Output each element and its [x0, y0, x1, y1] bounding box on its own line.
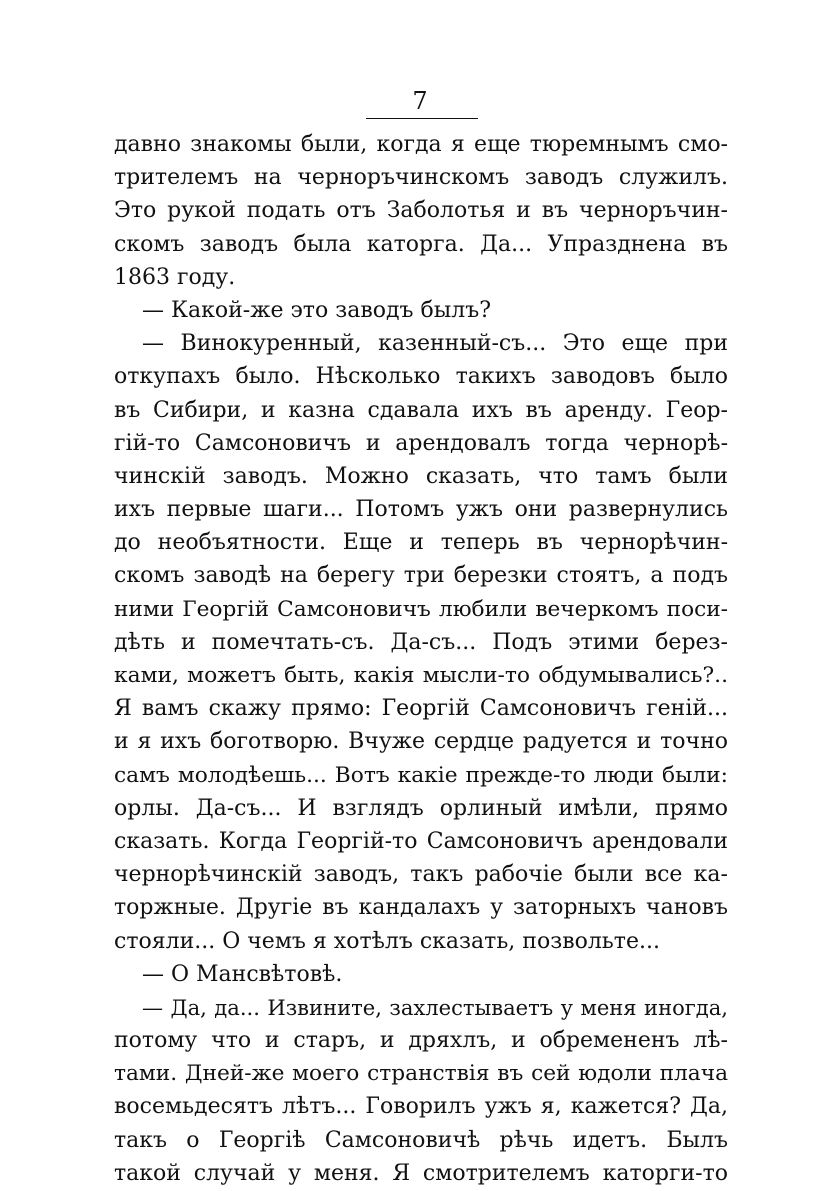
text-line: торжные. Другіе въ кандалахъ у заторныхъ чановъ [114, 895, 728, 921]
text-line: — Да, да... Извините, захлестываетъ у меня иногда, [142, 994, 728, 1020]
text-line: стояли... О чемъ я хотѣлъ сказать, позвольте... [114, 928, 660, 954]
text-line: чинскій заводъ. Можно сказать, что тамъ были [114, 463, 728, 489]
text-line: трителемъ на черноръчинскомъ заводъ служилъ. [114, 165, 728, 191]
text-line: и я ихъ боготворю. Вчуже сердце радуется и точно [114, 729, 728, 755]
body-text [114, 128, 728, 1190]
text-line: скомъ заводъ была каторга. Да... Упразднена въ [114, 231, 728, 257]
text-line: 1863 году. [114, 264, 236, 290]
text-line: Я вамъ скажу прямо: Георгій Самсоновичъ геній... [114, 696, 728, 722]
text-line: дѣть и помечтать-съ. Да-съ... Подъ этими берез- [114, 629, 728, 655]
text-line: ихъ первые шаги... Потомъ ужъ они развернулись [114, 497, 728, 523]
text-line: тами. Дней-же моего странствія въ сей юдоли плача [114, 1061, 728, 1087]
text-line: до необъятности. Еще и теперь въ чернорѣчин- [114, 530, 728, 556]
text-line: откупахъ было. Нѣсколько такихъ заводовъ было [114, 364, 728, 390]
text-line: въ Сибири, и казна сдавала ихъ въ аренду. Геор- [114, 397, 728, 423]
text-line: сказать. Когда Георгій-то Самсоновичъ арендовали [114, 828, 728, 854]
text-line: ними Георгій Самсоновичъ любили вечеркомъ поси- [114, 596, 728, 622]
text-line: гій-то Самсоновичъ и арендовалъ тогда чернорѣ- [114, 430, 728, 456]
text-line: потому что и старъ, и дряхлъ, и обремененъ лѣ- [114, 1028, 728, 1054]
text-line: восемьдесятъ лѣтъ... Говорилъ ужъ я, кажется? Да, [114, 1094, 728, 1120]
text-line: орлы. Да-съ... И взглядъ орлиный имѣли, прямо [114, 795, 728, 821]
text-line: Это рукой подать отъ Заболотья и въ черноръчин- [114, 198, 728, 224]
text-line: — Какой-же это заводъ былъ? [142, 297, 492, 323]
text-line: чернорѣчинскій заводъ, такъ рабочіе были все ка- [114, 862, 728, 888]
text-line: — Винокуренный, казенный-съ... Это еще при [142, 331, 728, 357]
text-line: такъ о Георгіѣ Самсоновичѣ рѣчь идетъ. Былъ [114, 1127, 728, 1153]
header-rule [366, 118, 478, 119]
text-line: — О Мансвѣтовѣ. [142, 961, 343, 987]
text-line: самъ молодѣешь... Вотъ какіе прежде-то люди были: [114, 762, 728, 788]
page-number: 7 [412, 87, 428, 115]
text-line: давно знакомы были, когда я еще тюремнымъ смо- [114, 132, 728, 157]
text-line: ками, можетъ быть, какія мысли-то обдумывались?.. [114, 663, 728, 688]
text-line: скомъ заводѣ на берегу три березки стоятъ, а подъ [114, 563, 728, 589]
text-line: такой случай у меня. Я смотрителемъ каторги-то [114, 1160, 728, 1186]
